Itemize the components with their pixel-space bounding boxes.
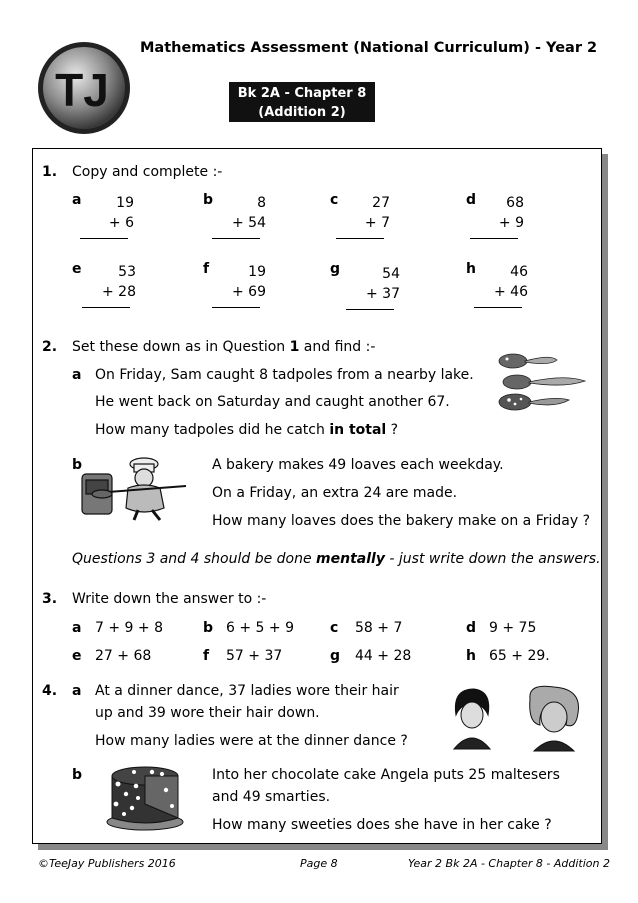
q1-letter-b: b <box>203 192 214 208</box>
sum-answer-line <box>336 238 384 239</box>
q2a-line-3-post: ? <box>386 422 399 438</box>
q3-item-b: 6 + 5 + 9 <box>226 620 294 636</box>
q3-item-e: 27 + 68 <box>95 648 152 664</box>
page-title: Mathematics Assessment (National Curriculum) - Year 2 <box>140 40 598 56</box>
mental-note-post: - just write down the answers. <box>384 551 601 567</box>
sum-bottom: + 7 <box>364 215 390 231</box>
q1-sum-e <box>86 262 136 308</box>
sum-answer-line <box>346 309 394 310</box>
q4a-letter: a <box>72 683 82 699</box>
sum-answer-line <box>82 307 130 308</box>
q2a-line-3-pre: How many tadpoles did he catch <box>95 422 330 438</box>
q2a-line-3 <box>95 422 398 438</box>
q1-letter-f: f <box>203 261 210 277</box>
chocolate-cake-image <box>104 760 186 836</box>
q1-sum-c <box>340 193 390 239</box>
q1-sum-d <box>474 193 524 239</box>
q4b-letter: b <box>72 767 83 783</box>
sum-bottom: + 28 <box>102 284 136 300</box>
q2b-line-2: On a Friday, an extra 24 are made. <box>212 485 458 501</box>
sum-top: 46 <box>510 264 528 280</box>
q2a-line-2: He went back on Saturday and caught another 67. <box>95 394 450 410</box>
q1-number: 1. <box>42 164 58 180</box>
sum-top: 54 <box>382 266 400 282</box>
q2-instruction-bold: 1 <box>289 339 300 355</box>
q2-instruction-pre: Set these down as in Question <box>72 339 290 355</box>
q2a-letter: a <box>72 367 82 383</box>
q4b-line-1: Into her chocolate cake Angela puts 25 maltesers <box>212 767 560 783</box>
q3-item-f: 57 + 37 <box>226 648 283 664</box>
footer-page-number: Page 8 <box>300 857 338 870</box>
q1-instruction: Copy and complete :- <box>72 164 223 180</box>
q3-letter-f: f <box>203 648 210 664</box>
q3-letter-e: e <box>72 648 82 664</box>
q4b-line-3: How many sweeties does she have in her cake ? <box>212 817 552 833</box>
q2b-line-3: How many loaves does the bakery make on a Friday ? <box>212 513 591 529</box>
q1-letter-d: d <box>466 192 477 208</box>
sum-bottom: + 54 <box>232 215 266 231</box>
mental-note <box>72 551 601 567</box>
q3-item-c: 58 + 7 <box>355 620 403 636</box>
q4a-line-3: How many ladies were at the dinner dance ? <box>95 733 408 749</box>
q1-letter-g: g <box>330 261 341 277</box>
q3-item-g: 44 + 28 <box>355 648 412 664</box>
tadpoles-image <box>495 350 590 418</box>
q1-sum-b <box>216 193 266 239</box>
q2a-line-1: On Friday, Sam caught 8 tadpoles from a nearby lake. <box>95 367 474 383</box>
sum-bottom: + 46 <box>494 284 528 300</box>
teejay-logo <box>36 40 132 136</box>
q2-number: 2. <box>42 339 58 355</box>
q3-item-d: 9 + 75 <box>489 620 537 636</box>
chapter-line-1: Bk 2A - Chapter 8 <box>237 86 367 101</box>
q3-letter-h: h <box>466 648 476 664</box>
sum-top: 19 <box>116 195 134 211</box>
q2-instruction <box>72 339 375 355</box>
q1-sum-g <box>350 264 400 310</box>
sum-bottom: + 6 <box>108 215 134 231</box>
q1-letter-c: c <box>330 192 339 208</box>
q1-letter-a: a <box>72 192 82 208</box>
q2-instruction-post: and find :- <box>299 339 376 355</box>
sum-bottom: + 69 <box>232 284 266 300</box>
q1-sum-h <box>478 262 528 308</box>
q3-number: 3. <box>42 591 58 607</box>
sum-answer-line <box>470 238 518 239</box>
q1-sum-a <box>84 193 134 239</box>
q3-letter-a: a <box>72 620 82 636</box>
sum-answer-line <box>474 307 522 308</box>
q4a-line-2: up and 39 wore their hair down. <box>95 705 320 721</box>
sum-top: 53 <box>118 264 136 280</box>
sum-bottom: + 9 <box>498 215 524 231</box>
footer-copyright: ©TeeJay Publishers 2016 <box>38 857 176 870</box>
chapter-badge <box>229 82 375 122</box>
sum-answer-line <box>212 307 260 308</box>
sum-top: 8 <box>257 195 266 211</box>
svg-text:TJ: TJ <box>55 64 109 116</box>
mental-note-bold: mentally <box>316 551 385 567</box>
q3-instruction: Write down the answer to :- <box>72 591 267 607</box>
sum-top: 19 <box>248 264 266 280</box>
q3-letter-g: g <box>330 648 341 664</box>
q1-letter-e: e <box>72 261 82 277</box>
q1-sum-f <box>216 262 266 308</box>
sum-top: 27 <box>372 195 390 211</box>
q4a-line-1: At a dinner dance, 37 ladies wore their hair <box>95 683 399 699</box>
q1-letter-h: h <box>466 261 476 277</box>
q2b-line-1: A bakery makes 49 loaves each weekday. <box>212 457 504 473</box>
q4b-line-2: and 49 smarties. <box>212 789 331 805</box>
mental-note-pre: Questions 3 and 4 should be done <box>72 551 317 567</box>
q2b-letter: b <box>72 457 83 473</box>
q2a-line-3-bold: in total <box>329 422 387 438</box>
baker-image <box>78 456 190 526</box>
q3-letter-c: c <box>330 620 339 636</box>
q3-item-a: 7 + 9 + 8 <box>95 620 163 636</box>
q3-letter-b: b <box>203 620 214 636</box>
ladies-image <box>448 685 588 757</box>
sum-bottom: + 37 <box>366 286 400 302</box>
q3-letter-d: d <box>466 620 477 636</box>
sum-top: 68 <box>506 195 524 211</box>
sum-answer-line <box>80 238 128 239</box>
q4-number: 4. <box>42 683 58 699</box>
q3-item-h: 65 + 29. <box>489 648 550 664</box>
sum-answer-line <box>212 238 260 239</box>
chapter-line-2: (Addition 2) <box>258 105 346 120</box>
footer-chapter: Year 2 Bk 2A - Chapter 8 - Addition 2 <box>408 857 610 870</box>
